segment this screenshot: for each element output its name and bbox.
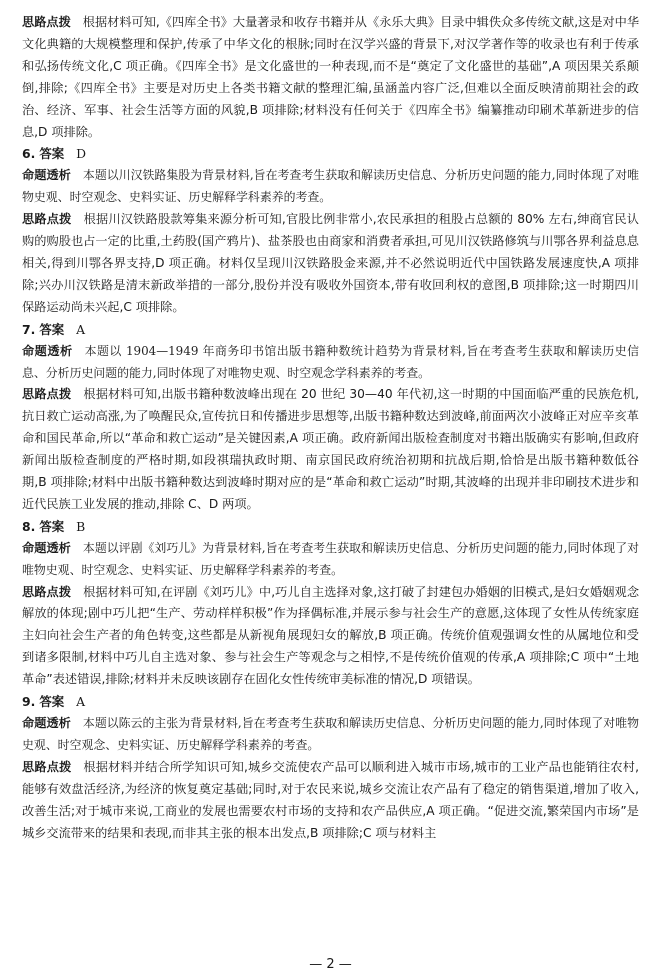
analysis-text: 本题以评剧《刘巧儿》为背景材料,旨在考查考生获取和解读历史信息、分析历史问题的能力,同时体现了对唯物史观、时空观念、史料实证、历史解释学科素养的考查。	[22, 540, 640, 577]
q8-hint-paragraph	[22, 582, 639, 692]
hint-text: 根据材料可知,《四库全书》大量著录和收存书籍并从《永乐大典》目录中辑佚众多传统文献,这是对中华文化典籍的大规模整理和保护,传承了中华文化的根脉;同时在汉学兴盛的背景下,对汉学著作等的收录也有利于传承和弘扬传统文化,C 项正确。《四库全书》是文化盛世的一种表现,而不是“奠定了文化盛世的基础”,A 项因果关系颠倒,排除;《四库全书》主要是对历史上各类书籍文献的整理汇编,虽涵盖内容广泛,但难以全面反映清前期社会的政治、经济、军事、社会生活等方面的风貌,B 项排除;材料没有任何关于《四库全书》编纂推动印刷术革新进步的信息,D 项排除。	[22, 15, 640, 139]
analysis-text: 本题以 1904—1949 年商务印书馆出版书籍种数统计趋势为背景材料,旨在考查考生获取和解读历史信息、分析历史问题的能力,同时体现了对唯物史观、时空观念学科素养的考查。	[22, 343, 640, 380]
answer-value: D	[76, 146, 87, 162]
q7-answer-line	[22, 319, 639, 341]
q7-analysis-paragraph	[22, 341, 639, 385]
analysis-tag: 命题透析	[22, 168, 71, 183]
question-number: 7.	[22, 321, 36, 337]
answer-label: 答案	[39, 146, 65, 162]
answer-label: 答案	[39, 518, 65, 534]
q5-hint-paragraph	[22, 12, 639, 143]
q8-answer-line	[22, 516, 639, 538]
hint-tag: 思路点拨	[22, 584, 72, 599]
hint-text: 根据材料可知,出版书籍种数波峰出现在 20 世纪 30—40 年代初,这一时期的中国面临严重的民族危机,抗日救亡运动高涨,为了唤醒民众,宣传抗日和传播进步思想等,出版书籍种数达到波峰,前面两次小波峰正对应辛亥革命和国民革命,所以“革命和救亡运动”是关键因素,A 项正确。政府新闻出版检查制度对书籍出版确实有影响,但政府新闻出版检查制度的严格时期,如段祺瑞执政时期、南京国民政府统治初期和抗战后期,恰恰是出版书籍种数低谷期,B 项排除;材料中出版书籍种数达到波峰时期对应的是“革命和救亡运动”时期,其波峰的出现并非印刷技术进步和近代民族工业发展的推动,排除 C、D 两项。	[22, 387, 639, 511]
answer-value: A	[76, 321, 86, 337]
page-number: — 2 —	[309, 957, 352, 972]
hint-tag: 思路点拨	[22, 212, 72, 227]
q8-analysis-paragraph	[22, 538, 639, 582]
answer-label: 答案	[39, 321, 65, 337]
q7-hint-paragraph	[22, 384, 639, 515]
analysis-tag: 命题透析	[22, 540, 71, 555]
answer-label: 答案	[39, 694, 65, 710]
answer-value: B	[76, 518, 86, 534]
analysis-tag: 命题透析	[22, 716, 71, 730]
hint-tag: 思路点拨	[22, 759, 72, 774]
answer-value: A	[76, 694, 86, 710]
analysis-text: 本题以陈云的主张为背景材料,旨在考查考生获取和解读历史信息、分析历史问题的能力,同时体现了对唯物史观、时空观念、史料实证、历史解释学科素养的考查。	[22, 716, 640, 752]
hint-text: 根据川汉铁路股款筹集来源分析可知,官股比例非常小,农民承担的租股占总额的 80% 左右,绅商官民认购的购股也占一定的比重,土药股(国产鸦片)、盐茶股也由商家和消费者承担,可见川汉铁路修筑与川鄂各界利益息息相关,得到川鄂各界支持,D 项正确。材料仅呈现川汉铁路股金来源,并不必然说明近代中国铁路发展速度快,A 项排除;兴办川汉铁路是清末新政举措的一部分,股份并没有吸收外国资本,带有收回利权的意图,B 项排除;这一时期四川保路运动尚未兴起,C 项排除。	[22, 212, 639, 314]
analysis-text: 本题以川汉铁路集股为背景材料,旨在考查考生获取和解读历史信息、分析历史问题的能力,同时体现了对唯物史观、时空观念、史料实证、历史解释学科素养的考查。	[22, 168, 640, 205]
hint-tag: 思路点拨	[22, 387, 72, 402]
q9-hint-paragraph	[22, 757, 639, 845]
q6-hint-paragraph	[22, 209, 639, 319]
q6-analysis-paragraph	[22, 165, 639, 209]
hint-text: 根据材料可知,在评剧《刘巧儿》中,巧儿自主选择对象,这打破了封建包办婚姻的旧模式,是妇女婚姻观念解放的体现;剧中巧儿把“生产、劳动样样积极”作为择偶标准,并展示参与社会生产的意愿,这体现了女性从传统家庭主妇向社会生产者的角色转变,这些都是从新视角展现妇女的解放,B 项正确。传统价值观强调女性的从属地位和受到诸多限制,材料中巧儿自主选对象、参与社会生产等观念与之相悖,不是传统价值观的传承,A 项排除;C 项中“土地革命”表述错误,排除;材料并未反映该剧存在固化女性传统审美标准的情况,D 项错误。	[22, 584, 640, 687]
analysis-tag: 命题透析	[22, 343, 73, 358]
question-number: 8.	[22, 518, 36, 534]
q9-analysis-paragraph	[22, 713, 639, 757]
question-number: 9.	[22, 694, 36, 710]
q6-answer-line	[22, 143, 639, 165]
question-number: 6.	[22, 146, 36, 162]
hint-text: 根据材料并结合所学知识可知,城乡交流使农产品可以顺利进入城市市场,城市的工业产品也能销往农村,能够有效盘活经济,为经济的恢复奠定基础;同时,对于农民来说,城乡交流让农产品有了稳定的销售渠道,增加了收入,改善生活;对于城市来说,工商业的发展也需要农村市场的支持和农产品供应,A 项正确。“促进交流,繁荣国内市场”是城乡交流带来的结果和表现,而非其主张的根本出发点,B 项排除;C 项与材料主	[22, 759, 639, 840]
hint-tag: 思路点拨	[22, 15, 71, 29]
q9-answer-line	[22, 691, 639, 713]
